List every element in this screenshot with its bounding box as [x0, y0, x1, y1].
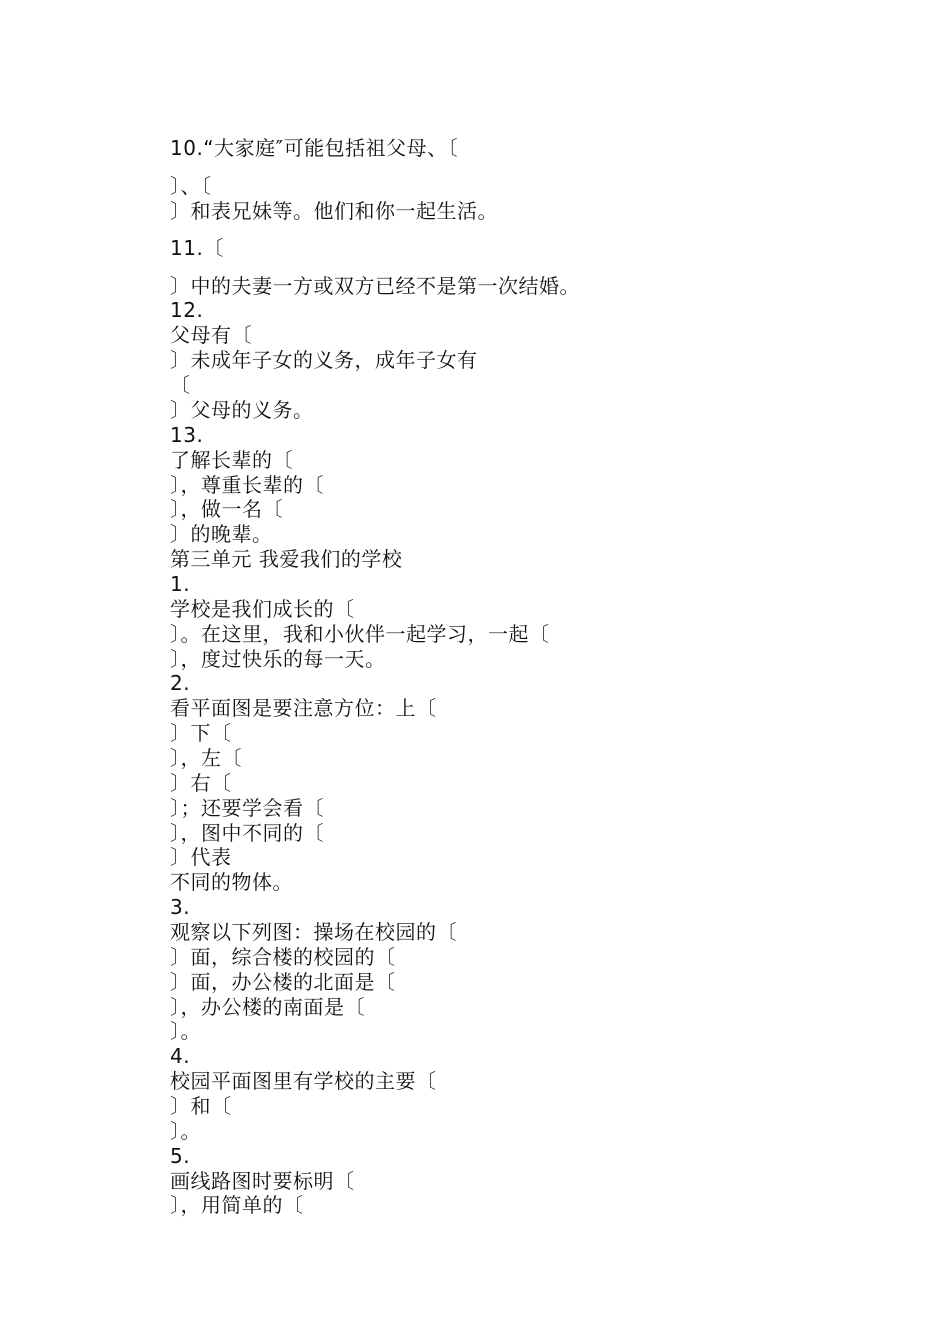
text-line: 1. [170, 572, 191, 596]
text-line: 〕，度过快乐的每一天。 [170, 647, 386, 671]
text-line: 〕面，办公楼的北面是〔 [170, 970, 396, 994]
text-line: 画线路图时要标明〔 [170, 1169, 355, 1193]
text-line: 〕、〔 [170, 174, 212, 198]
text-line: 学校是我们成长的〔 [170, 597, 355, 621]
text-line: 〕和〔 [170, 1094, 232, 1118]
text-line: 2. [170, 671, 191, 695]
text-line: 〕。 [170, 1019, 201, 1043]
text-line: 〕中的夫妻一方或双方已经不是第一次结婚。 [170, 274, 580, 298]
text-line: 〕，做一名〔 [170, 497, 283, 521]
text-line: 〕右〔 [170, 771, 232, 795]
section-heading: 第三单元 我爱我们的学校 [170, 547, 403, 571]
text-line: 10.“大家庭″可能包括祖父母、〔 [170, 136, 459, 160]
text-line: 父母有〔 [170, 323, 252, 347]
text-line: 〕；还要学会看〔 [170, 796, 324, 820]
text-line: 4. [170, 1044, 191, 1068]
text-line: 〕下〔 [170, 721, 232, 745]
text-line: 〕未成年子女的义务，成年子女有 [170, 348, 478, 372]
text-line: 观察以下列图：操场在校园的〔 [170, 920, 457, 944]
text-line: 〕，图中不同的〔 [170, 821, 324, 845]
text-line: 〕和表兄妹等。他们和你一起生活。 [170, 199, 498, 223]
text-line: 〕代表 [170, 845, 232, 869]
text-line: 〕。 [170, 1119, 201, 1143]
text-line: 〕，尊重长辈的〔 [170, 473, 324, 497]
text-line: 〕，用简单的〔 [170, 1193, 304, 1217]
text-line: 〕，办公楼的南面是〔 [170, 995, 365, 1019]
text-line: 13. [170, 423, 204, 447]
text-line: 〔 [170, 373, 191, 397]
text-line: 校园平面图里有学校的主要〔 [170, 1069, 437, 1093]
text-line: 12. [170, 298, 204, 322]
text-line: 〕。在这里，我和小伙伴一起学习，一起〔 [170, 622, 550, 646]
text-line: 3. [170, 895, 191, 919]
text-line: 〕，左〔 [170, 746, 242, 770]
text-line: 不同的物体。 [170, 870, 293, 894]
text-line: 看平面图是要注意方位：上〔 [170, 696, 437, 720]
text-line: 〕面，综合楼的校园的〔 [170, 945, 396, 969]
text-line: 〕的晚辈。 [170, 522, 273, 546]
text-line: 11.〔 [170, 236, 224, 260]
text-line: 了解长辈的〔 [170, 448, 293, 472]
text-line: 〕父母的义务。 [170, 398, 314, 422]
text-line: 5. [170, 1144, 191, 1168]
